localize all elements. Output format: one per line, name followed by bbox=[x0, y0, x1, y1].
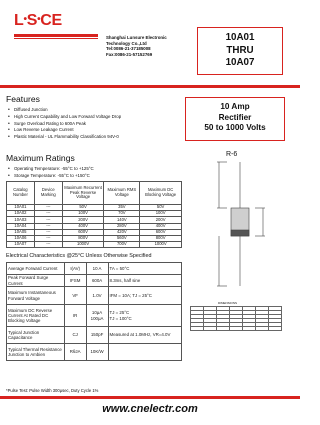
cell: 420V bbox=[104, 229, 140, 235]
condition-cell: TA = 50°C bbox=[108, 263, 181, 275]
electrical-table bbox=[6, 262, 182, 361]
max-ratings-list bbox=[8, 166, 94, 180]
condition-cell: Measured at 1.0MHz, VR=4.0V bbox=[108, 327, 181, 344]
electrical-heading: Electrical Characteristics @25°C Unless Otherwise Specified bbox=[6, 253, 152, 259]
symbol-cell: VF bbox=[64, 287, 86, 305]
rating-type: Rectifier bbox=[218, 112, 252, 122]
cell bbox=[217, 327, 230, 331]
cell: 100V bbox=[140, 211, 182, 217]
part-title-thru: THRU bbox=[226, 44, 254, 56]
table-row bbox=[7, 287, 182, 305]
cell: 800V bbox=[140, 235, 182, 241]
company-info bbox=[106, 35, 167, 57]
param-cell: Typical Junction Capacitance bbox=[7, 327, 65, 344]
cell: 600V bbox=[140, 229, 182, 235]
cell: 10A02 bbox=[7, 211, 35, 217]
col-peak-reverse-voltage: Maximum Recurrent Peak Reverse Voltage bbox=[62, 182, 104, 205]
value-cell: 600A bbox=[86, 275, 108, 287]
logo-letter-s: S bbox=[26, 12, 38, 29]
footer-divider bbox=[0, 396, 300, 399]
cell: 560V bbox=[104, 235, 140, 241]
value-cell: 10 A bbox=[86, 263, 108, 275]
cell: --- bbox=[34, 217, 62, 223]
feature-item: • Diffused Junction bbox=[8, 107, 121, 114]
value-cell: 10μA 100μA bbox=[86, 305, 108, 327]
condition-cell: IFM = 10A; TJ = 25°C bbox=[108, 287, 181, 305]
cell: --- bbox=[34, 242, 62, 248]
value-cell: 1.0V bbox=[86, 287, 108, 305]
max-ratings-heading: Maximum Ratings bbox=[6, 153, 75, 163]
cell: 10A03 bbox=[7, 217, 35, 223]
col-catalog-number: Catalog Number bbox=[7, 182, 35, 205]
footnote: *Pulse Test: Pulse Width 300μsec, Duty Cycle 1% bbox=[6, 388, 99, 393]
cell bbox=[204, 327, 217, 331]
feature-item: • High Current Capability and Low Forward Voltage Drop bbox=[8, 114, 121, 121]
cell: 100V bbox=[62, 211, 104, 217]
param-cell: Maximum Instantaneous Forward Voltage bbox=[7, 287, 65, 305]
symbol-cell: IR bbox=[64, 305, 86, 327]
logo-letters-ce: CE bbox=[40, 12, 62, 29]
header-divider bbox=[0, 85, 300, 88]
cell: --- bbox=[34, 229, 62, 235]
cell: 10A05 bbox=[7, 229, 35, 235]
col-dc-blocking-voltage: Maximum DC Blocking Voltage bbox=[140, 182, 182, 205]
symbol-cell: IFSM bbox=[64, 275, 86, 287]
cell: --- bbox=[34, 223, 62, 229]
cell: 280V bbox=[104, 223, 140, 229]
condition-cell bbox=[108, 344, 181, 361]
company-fax: Fax:0086-21-57152769 bbox=[106, 51, 153, 57]
cell: 50V bbox=[62, 205, 104, 211]
feature-item: • Surge Overload Rating to 600A Peak bbox=[8, 121, 121, 128]
cell: 1000V bbox=[140, 242, 182, 248]
storage-temp: • Storage Temperature: -55°C to +150°C bbox=[8, 173, 94, 180]
dimensions-title: DIMENSIONS bbox=[218, 301, 238, 305]
cell bbox=[256, 327, 269, 331]
cell: 35V bbox=[104, 205, 140, 211]
feature-item: • Low Reverse Leakage Current bbox=[8, 127, 121, 134]
dimensions-table bbox=[190, 306, 282, 331]
col-rms-voltage: Maximum RMS Voltage bbox=[104, 182, 140, 205]
cell: 10A01 bbox=[7, 205, 35, 211]
param-cell: Peak Forward Surge Current bbox=[7, 275, 65, 287]
part-title-start: 10A01 bbox=[225, 32, 255, 43]
part-title-box bbox=[197, 27, 283, 75]
table-row bbox=[7, 263, 182, 275]
col-device-marking: Device Marking bbox=[34, 182, 62, 205]
company-tel: Tel:0086-21-37185008 bbox=[106, 46, 151, 52]
company-name-2: Technology Co.,Ltd bbox=[106, 40, 147, 46]
cell: 10A07 bbox=[7, 242, 35, 248]
cell: --- bbox=[34, 211, 62, 217]
cell bbox=[243, 327, 256, 331]
table-row bbox=[191, 327, 282, 331]
cell: 600V bbox=[62, 229, 104, 235]
cell: 400V bbox=[140, 223, 182, 229]
website-link[interactable]: www.cnelectr.com bbox=[102, 403, 198, 415]
package-outline-drawing bbox=[185, 158, 295, 298]
cell: 800V bbox=[62, 235, 104, 241]
value-cell: 150pF bbox=[86, 327, 108, 344]
symbol-cell: CJ bbox=[64, 327, 86, 344]
cell: --- bbox=[34, 235, 62, 241]
table-row bbox=[7, 242, 182, 248]
cell: 200V bbox=[140, 217, 182, 223]
table-row bbox=[7, 327, 182, 344]
cell: --- bbox=[34, 205, 62, 211]
package-label: R-6 bbox=[226, 151, 238, 158]
table-row bbox=[7, 344, 182, 361]
cell: 700V bbox=[104, 242, 140, 248]
value-cell: 10K/W bbox=[86, 344, 108, 361]
max-ratings-table bbox=[6, 181, 182, 248]
features-heading: Features bbox=[6, 94, 40, 104]
rating-box bbox=[185, 97, 285, 141]
company-logo bbox=[14, 12, 92, 28]
logo-letter-l: L bbox=[14, 12, 24, 29]
logo-dot-icon: • bbox=[37, 14, 41, 25]
cell: 70V bbox=[104, 211, 140, 217]
cell bbox=[191, 327, 204, 331]
cell bbox=[230, 327, 243, 331]
table-row bbox=[7, 305, 182, 327]
symbol-cell: I(AV) bbox=[64, 263, 86, 275]
company-name: Shanghai Lunsure Electronic bbox=[106, 35, 167, 40]
param-cell: Average Forward Current bbox=[7, 263, 65, 275]
symbol-cell: RθJA bbox=[64, 344, 86, 361]
part-title-end: 10A07 bbox=[225, 57, 255, 68]
cell: 1000V bbox=[62, 242, 104, 248]
cell: 140V bbox=[104, 217, 140, 223]
cell: 10A06 bbox=[7, 235, 35, 241]
logo-dot-icon: • bbox=[23, 14, 27, 25]
condition-cell: TJ = 25°C TJ = 100°C bbox=[108, 305, 181, 327]
operating-temp: • Operating Temperature: -55°C to +125°C bbox=[8, 166, 94, 173]
table-row bbox=[7, 275, 182, 287]
param-cell: Maximum DC Reverse Current At Rated DC Blocking Voltage bbox=[7, 305, 65, 327]
cell: 400V bbox=[62, 223, 104, 229]
cell: 200V bbox=[62, 217, 104, 223]
logo-rule bbox=[14, 34, 98, 37]
logo-rule-thin bbox=[14, 38, 98, 39]
cell: 10A04 bbox=[7, 223, 35, 229]
feature-item: • Plastic Material - UL Flammability Classification 94V-0 bbox=[8, 134, 121, 141]
cell: 50V bbox=[140, 205, 182, 211]
condition-cell: 8.3ms, half sine bbox=[108, 275, 181, 287]
cell bbox=[269, 327, 282, 331]
param-cell: Typical Thermal Resistance Junction to Ambien bbox=[7, 344, 65, 361]
table-header-row bbox=[7, 182, 182, 205]
rating-current: 10 Amp bbox=[220, 102, 250, 111]
features-list bbox=[8, 107, 121, 141]
rating-voltage: 50 to 1000 Volts bbox=[204, 123, 266, 132]
